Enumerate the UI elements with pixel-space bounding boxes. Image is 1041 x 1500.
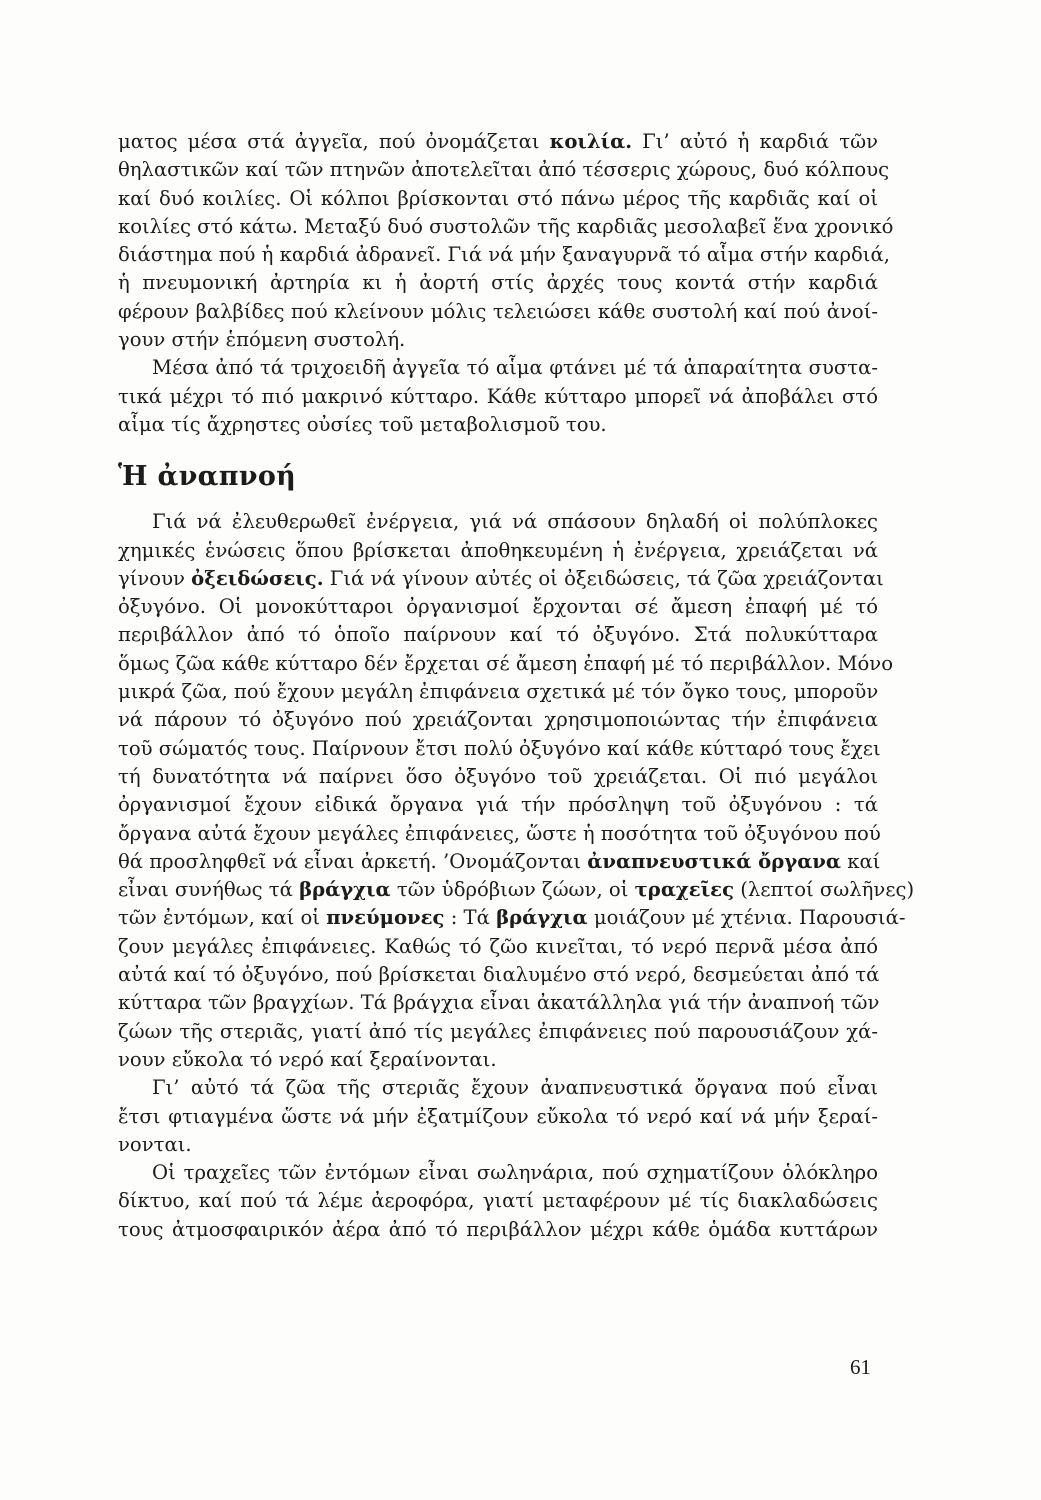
- text-line: [118, 383, 878, 411]
- text-run: ὀργανισμοί ἔχουν εἰδικά ὄργανα γιά τήν πρόσληψη τοῦ ὀξυγόνου : τά: [118, 793, 878, 817]
- text-run: τή δυνατότητα νά παίρνει ὅσο ὀξυγόνο τοῦ χρειάζεται. Οἱ πιό μεγάλοι: [118, 764, 878, 788]
- page-text: [118, 128, 915, 1244]
- text-run: Οἱ τραχεῖες τῶν ἐντόμων εἶναι σωληνάρια, πού σχηματίζουν ὁλόκληρο: [152, 1161, 878, 1185]
- text-run: νά πάρουν τό ὀξυγόνο πού χρειάζονται χρησιμοποιώντας τήν ἐπιφάνεια: [118, 708, 878, 732]
- bold-term: πνεύμονες: [326, 906, 445, 930]
- text-line: [118, 904, 906, 932]
- text-run: τῶν ἐντόμων, καί οἱ: [118, 906, 327, 930]
- text-run: νουν εὔκολα τό νερό καί ξεραίνονται.: [118, 1047, 497, 1071]
- text-line: [118, 354, 878, 382]
- text-line: [118, 213, 894, 241]
- text-line: [118, 326, 878, 354]
- text-run: γίνουν: [118, 566, 192, 590]
- text-run: αἷμα τίς ἄχρηστες οὐσίες τοῦ μεταβολισμοῦ του.: [118, 412, 607, 436]
- text-run: ζώων τῆς στεριᾶς, γιατί ἀπό τίς μεγάλες ἐπιφάνειες πού παρουσιάζουν χά-: [118, 1019, 878, 1043]
- text-line: [118, 411, 878, 439]
- page-number: 61: [850, 1355, 871, 1379]
- text-line: [118, 185, 878, 213]
- text-run: ἡ πνευμονική ἀρτηρία κι ἡ ἀορτή στίς ἀρχές τους κοντά στήν καρδιά: [118, 271, 878, 295]
- text-run: καί: [840, 849, 881, 873]
- text-line: [118, 933, 878, 961]
- text-line: [118, 1159, 878, 1187]
- paragraph: [118, 508, 915, 1074]
- text-line: [118, 1103, 878, 1131]
- text-run: Γιά νά ἐλευθερωθεῖ ἐνέργεια, γιά νά σπάσουν δηλαδή οἱ πολύπλοκες: [152, 510, 878, 534]
- text-run: τῶν ὑδρόβιων ζώων, οἱ: [390, 878, 635, 902]
- text-line: [118, 508, 878, 536]
- bold-term: κοιλία.: [549, 130, 633, 153]
- bold-term: τραχεῖες: [634, 878, 735, 902]
- text-run: διάστημα πού ἡ καρδιά ἀδρανεῖ. Γιά νά μήν ξαναγυρνᾶ τό αἷμα στήν καρδιά,: [118, 243, 890, 267]
- text-run: εἶναι συνήθως τά: [118, 878, 300, 902]
- text-line: [118, 1046, 878, 1074]
- text-run: φέρουν βαλβίδες πού κλείνουν μόλις τελειώσει κάθε συστολή καί πού ἀνοί-: [118, 299, 878, 323]
- text-run: Γιά νά γίνουν αὐτές οἱ ὀξειδώσεις, τά ζῶα χρειάζονται: [323, 566, 884, 590]
- text-run: ματος μέσα στά ἀγγεῖα, πού ὀνομάζεται: [118, 130, 550, 153]
- text-run: τοῦ σώματός τους. Παίρνουν ἔτσι πολύ ὀξυγόνο καί κάθε κύτταρό τους ἔχει: [118, 736, 881, 760]
- text-line: [118, 1131, 878, 1159]
- text-run: Γι’ αὐτό τά ζῶα τῆς στεριᾶς ἔχουν ἀναπνευστικά ὄργανα πού εἶναι: [152, 1076, 878, 1100]
- paragraph: [118, 354, 878, 439]
- text-line: [118, 706, 878, 734]
- text-run: περιβάλλον ἀπό τό ὁποῖο παίρνουν καί τό ὀξυγόνο. Στά πολυκύτταρα: [118, 623, 878, 647]
- text-line: [118, 791, 878, 819]
- text-line: [118, 820, 881, 848]
- text-run: δίκτυο, καί πού τά λέμε ἀεροφόρα, γιατί μεταφέρουν μέ τίς διακλαδώσεις: [118, 1189, 878, 1213]
- text-run: ὄργανα αὐτά ἔχουν μεγάλες ἐπιφάνειες, ὥστε ἡ ποσότητα τοῦ ὀξυγόνου πού: [118, 821, 881, 845]
- text-line: [118, 678, 878, 706]
- text-section-top: [118, 128, 894, 439]
- text-run: κύτταρα τῶν βραγχίων. Τά βράγχια εἶναι ἀκατάλληλα γιά τήν ἀναπνοή τῶν: [118, 991, 880, 1015]
- text-run: καί δυό κοιλίες. Οἱ κόλποι βρίσκονται στό πάνω μέρος τῆς καρδιᾶς καί οἱ: [118, 186, 878, 210]
- text-run: ὀξυγόνο. Οἱ μονοκύτταροι ὀργανισμοί ἔρχονται σέ ἄμεση ἐπαφή μέ τό: [118, 595, 878, 619]
- text-run: νονται.: [118, 1132, 192, 1156]
- text-run: : Τά: [444, 906, 497, 930]
- text-run: μοιάζουν μέ χτένια. Παρουσιά-: [587, 906, 906, 930]
- text-line: [118, 593, 878, 621]
- bold-term: ὀξειδώσεις.: [191, 566, 324, 590]
- text-section-bottom: [118, 508, 915, 1244]
- section-heading: Ἡ ἀναπνοή: [118, 461, 297, 493]
- text-run: Μέσα ἀπό τά τριχοειδῆ ἀγγεῖα τό αἷμα φτάνει μέ τά ἀπαραίτητα συστα-: [152, 356, 878, 380]
- text-line: [118, 537, 878, 565]
- text-line: [118, 621, 878, 649]
- text-line: [118, 876, 915, 904]
- text-run: θηλαστικῶν καί τῶν πτηνῶν ἀποτελεῖται ἀπό τέσσερις χώρους, δυό κόλπους: [118, 158, 890, 182]
- paragraph: [118, 1159, 878, 1244]
- text-line: [118, 763, 878, 791]
- text-run: αὐτά καί τό ὀξυγόνο, πού βρίσκεται διαλυμένο στό νερό, δεσμεύεται ἀπό τά: [118, 963, 880, 987]
- text-line: [118, 1074, 878, 1102]
- text-line: [118, 128, 878, 156]
- text-run: τικά μέχρι τό πιό μακρινό κύτταρο. Κάθε κύτταρο μπορεῖ νά ἀποβάλει στό: [118, 384, 878, 408]
- paragraph: [118, 128, 894, 354]
- text-line: [118, 241, 890, 269]
- text-line: [118, 848, 881, 876]
- bold-term: βράγχια: [496, 906, 588, 930]
- text-line: [118, 1216, 878, 1244]
- bold-term: ἀναπνευστικά ὄργανα: [587, 849, 841, 873]
- text-run: κοιλίες στό κάτω. Μεταξύ δυό συστολῶν τῆς καρδιᾶς μεσολαβεῖ ἕνα χρονικό: [118, 214, 894, 238]
- text-run: ὅμως ζῶα κάθε κύτταρο δέν ἔρχεται σέ ἄμεση ἐπαφή μέ τό περιβάλλον. Μόνο: [118, 651, 894, 675]
- text-run: τους ἀτμοσφαιρικόν ἀέρα ἀπό τό περιβάλλον μέχρι κάθε ὁμάδα κυττάρων: [118, 1217, 878, 1241]
- text-line: [118, 961, 878, 989]
- text-run: ζουν μεγάλες ἐπιφάνειες. Καθώς τό ζῶο κινεῖται, τό νερό περνᾶ μέσα ἀπό: [118, 934, 878, 958]
- bold-term: βράγχια: [299, 878, 391, 902]
- text-run: γουν στήν ἑπόμενη συστολή.: [118, 328, 406, 352]
- text-line: [118, 1187, 878, 1215]
- text-line: [118, 989, 878, 1017]
- text-line: [118, 735, 881, 763]
- text-run: χημικές ἑνώσεις ὅπου βρίσκεται ἀποθηκευμένη ἡ ἐνέργεια, χρειάζεται νά: [118, 538, 878, 562]
- text-line: [118, 269, 878, 297]
- text-run: (λεπτοί σωλῆνες): [734, 878, 915, 902]
- text-line: [118, 565, 884, 593]
- text-line: [118, 1018, 878, 1046]
- text-run: μικρά ζῶα, πού ἔχουν μεγάλη ἐπιφάνεια σχετικά μέ τόν ὄγκο τους, μποροῦν: [118, 680, 879, 704]
- paragraph: [118, 1074, 878, 1159]
- text-line: [118, 298, 878, 326]
- text-line: [118, 650, 894, 678]
- text-line: [118, 156, 890, 184]
- text-run: ἔτσι φτιαγμένα ὥστε νά μήν ἐξατμίζουν εὔκολα τό νερό καί νά μήν ξεραί-: [118, 1104, 878, 1128]
- text-run: θά προσληφθεῖ νά εἶναι ἀρκετή. ’Ονομάζονται: [118, 849, 588, 873]
- text-run: Γι’ αὐτό ἡ καρδιά τῶν: [632, 130, 878, 153]
